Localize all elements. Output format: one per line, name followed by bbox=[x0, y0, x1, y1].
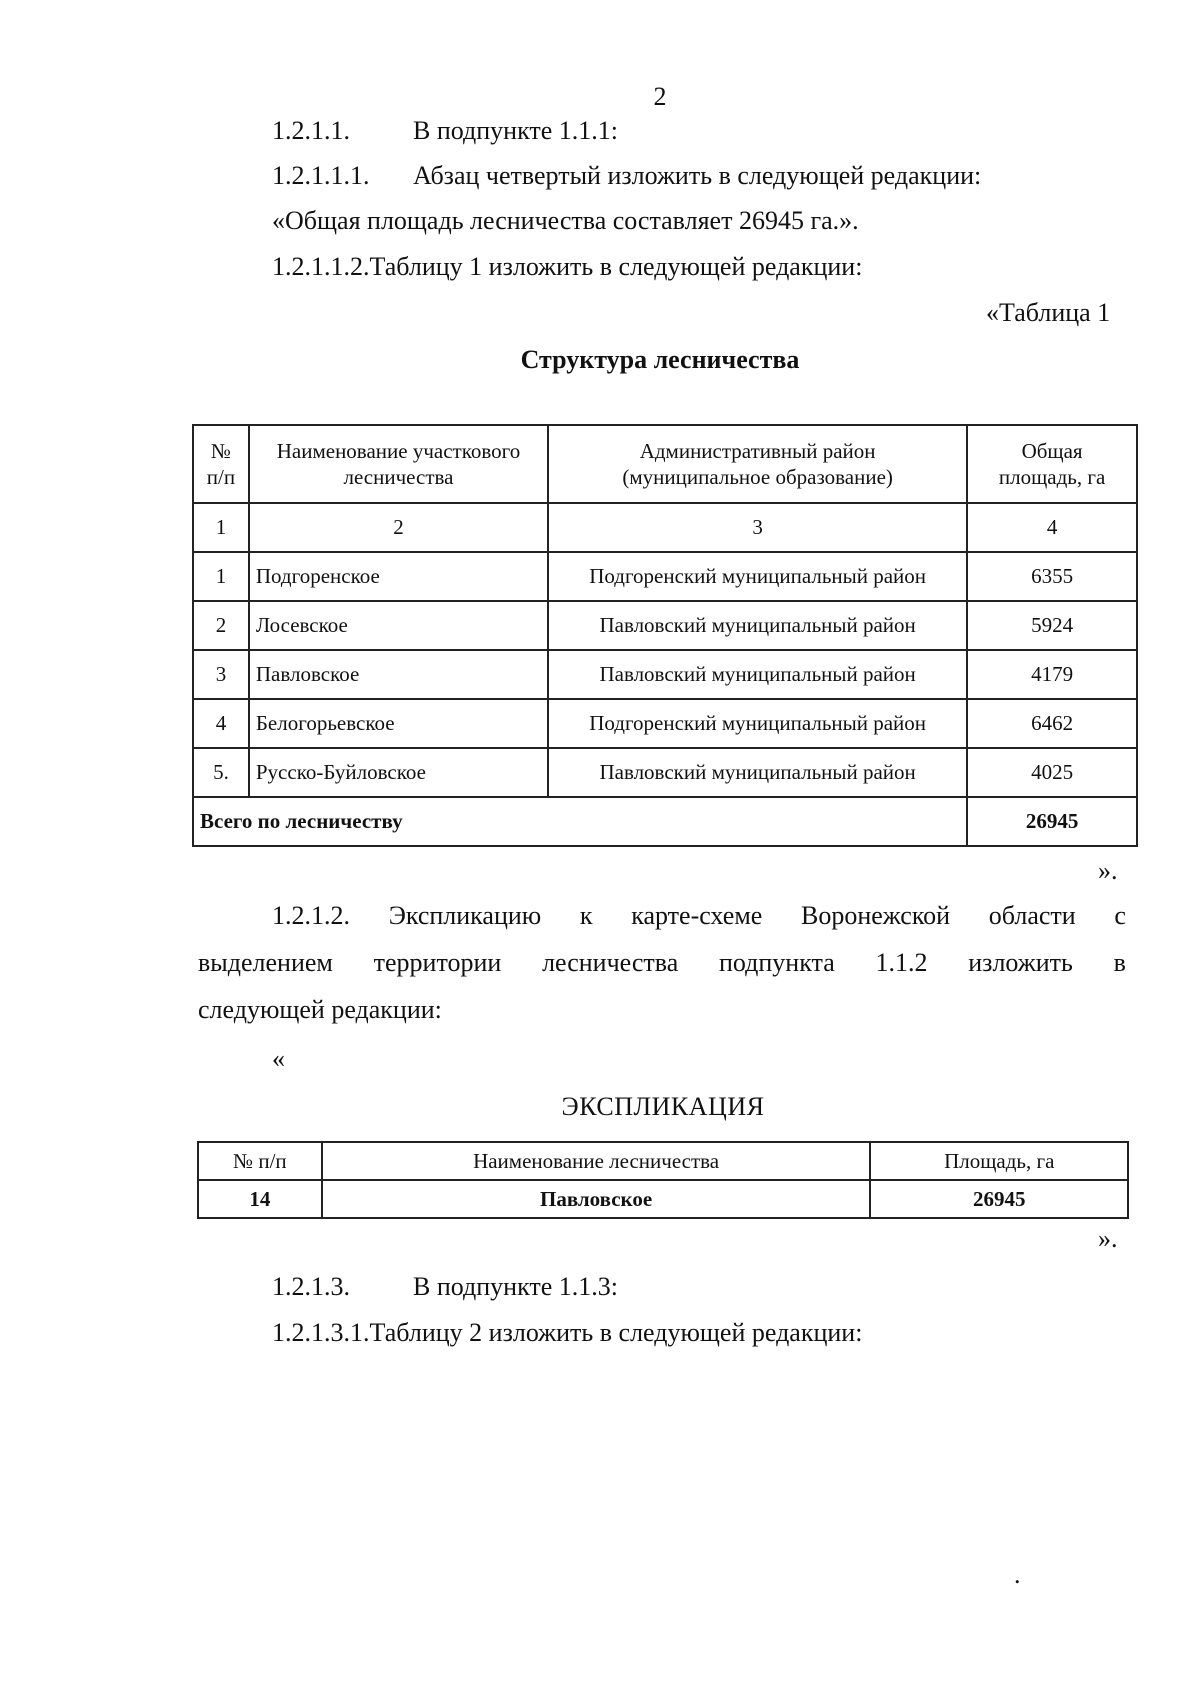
paragraph-1-2-1-1-1-number: 1.2.1.1.1. bbox=[272, 161, 370, 190]
footer-mark: . bbox=[1014, 1560, 1021, 1589]
explication-table bbox=[197, 1141, 1129, 1219]
table1-title: Структура лесничества bbox=[520, 345, 800, 374]
table-cell: Лосевское bbox=[249, 601, 548, 650]
word: подпункта bbox=[719, 948, 835, 977]
paragraph-1-2-1-1-1-text: Абзац четвертый изложить в следующей редакции: bbox=[413, 161, 982, 190]
word: Воронежской bbox=[801, 901, 951, 930]
explication-open-quote: « bbox=[272, 1044, 285, 1073]
explication-title: ЭКСПЛИКАЦИЯ bbox=[561, 1092, 765, 1121]
table-header-cell: № п/п bbox=[193, 425, 249, 503]
table-cell: Павловский муниципальный район bbox=[548, 748, 967, 797]
table-header-row bbox=[198, 1142, 1128, 1180]
table-row bbox=[198, 1180, 1128, 1218]
word: к bbox=[579, 901, 593, 930]
paragraph-1-2-1-2-line3: следующей редакции: bbox=[198, 995, 442, 1024]
word: с bbox=[1114, 901, 1126, 930]
table-total-value: 26945 bbox=[967, 797, 1137, 846]
word: выделением bbox=[198, 948, 333, 977]
table-cell: 5. bbox=[193, 748, 249, 797]
table-cell: 1 bbox=[193, 503, 249, 552]
table2-closing-quote: ». bbox=[1098, 1224, 1118, 1253]
table-cell: Подгоренское bbox=[249, 552, 548, 601]
paragraph-1-2-1-1-2: 1.2.1.1.2.Таблицу 1 изложить в следующей редакции: bbox=[272, 252, 863, 281]
table-cell: 2 bbox=[249, 503, 548, 552]
table-row bbox=[193, 552, 1137, 601]
page-number: 2 bbox=[653, 82, 667, 111]
paragraph-1-2-1-1-number: 1.2.1.1. bbox=[272, 116, 350, 145]
table-cell: 14 bbox=[198, 1180, 322, 1218]
table-cell: Русско-Буйловское bbox=[249, 748, 548, 797]
word: 1.1.2 bbox=[875, 948, 928, 977]
table-cell: 4 bbox=[193, 699, 249, 748]
table-row bbox=[193, 748, 1137, 797]
table-header-row bbox=[193, 425, 1137, 503]
word: области bbox=[988, 901, 1076, 930]
table-header-cell: Административный район (муниципальное образование) bbox=[548, 425, 967, 503]
table-total-label: Всего по лесничеству bbox=[193, 797, 967, 846]
table-cell: Подгоренский муниципальный район bbox=[548, 699, 967, 748]
table-cell: 2 bbox=[193, 601, 249, 650]
table-cell: 4179 bbox=[967, 650, 1137, 699]
table-row bbox=[193, 699, 1137, 748]
table-cell: Павловское bbox=[249, 650, 548, 699]
table-cell: 4 bbox=[967, 503, 1137, 552]
table-cell: 6462 bbox=[967, 699, 1137, 748]
table-cell: 26945 bbox=[870, 1180, 1128, 1218]
table-column-number-row bbox=[193, 503, 1137, 552]
table-cell: 5924 bbox=[967, 601, 1137, 650]
table-header-cell: № п/п bbox=[198, 1142, 322, 1180]
forestry-structure-table bbox=[192, 424, 1138, 847]
table-header-cell: Наименование лесничества bbox=[322, 1142, 871, 1180]
table-cell: Белогорьевское bbox=[249, 699, 548, 748]
word: лесничества bbox=[542, 948, 679, 977]
table-cell: 3 bbox=[193, 650, 249, 699]
table-cell: 1 bbox=[193, 552, 249, 601]
table-cell: 4025 bbox=[967, 748, 1137, 797]
table-cell: 6355 bbox=[967, 552, 1137, 601]
paragraph-1-2-1-2-line2 bbox=[198, 946, 1126, 980]
table-row bbox=[193, 601, 1137, 650]
table-header-cell: Общая площадь, га bbox=[967, 425, 1137, 503]
table-header-cell: Площадь, га bbox=[870, 1142, 1128, 1180]
table1-caption: «Таблица 1 bbox=[986, 298, 1111, 327]
word: Экспликацию bbox=[388, 901, 542, 930]
word: изложить bbox=[968, 948, 1073, 977]
paragraph-1-2-1-3-number: 1.2.1.3. bbox=[272, 1272, 350, 1301]
word: 1.2.1.2. bbox=[272, 901, 350, 930]
table-cell: Павловский муниципальный район bbox=[548, 601, 967, 650]
table-total-row bbox=[193, 797, 1137, 846]
table-cell: Подгоренский муниципальный район bbox=[548, 552, 967, 601]
paragraph-total-area: «Общая площадь лесничества составляет 26945 га.». bbox=[272, 206, 859, 235]
word: карте-схеме bbox=[631, 901, 763, 930]
table1-closing-quote: ». bbox=[1098, 856, 1118, 885]
table-cell: 3 bbox=[548, 503, 967, 552]
word: в bbox=[1113, 948, 1126, 977]
paragraph-1-2-1-2-line1 bbox=[272, 899, 1126, 933]
word: территории bbox=[373, 948, 502, 977]
table-cell: Павловское bbox=[322, 1180, 871, 1218]
table-header-cell: Наименование участкового лесничества bbox=[249, 425, 548, 503]
paragraph-1-2-1-3-text: В подпункте 1.1.3: bbox=[413, 1272, 618, 1301]
table-cell: Павловский муниципальный район bbox=[548, 650, 967, 699]
paragraph-1-2-1-1-text: В подпункте 1.1.1: bbox=[413, 116, 618, 145]
table-row bbox=[193, 650, 1137, 699]
paragraph-1-2-1-3-1: 1.2.1.3.1.Таблицу 2 изложить в следующей редакции: bbox=[272, 1318, 863, 1347]
